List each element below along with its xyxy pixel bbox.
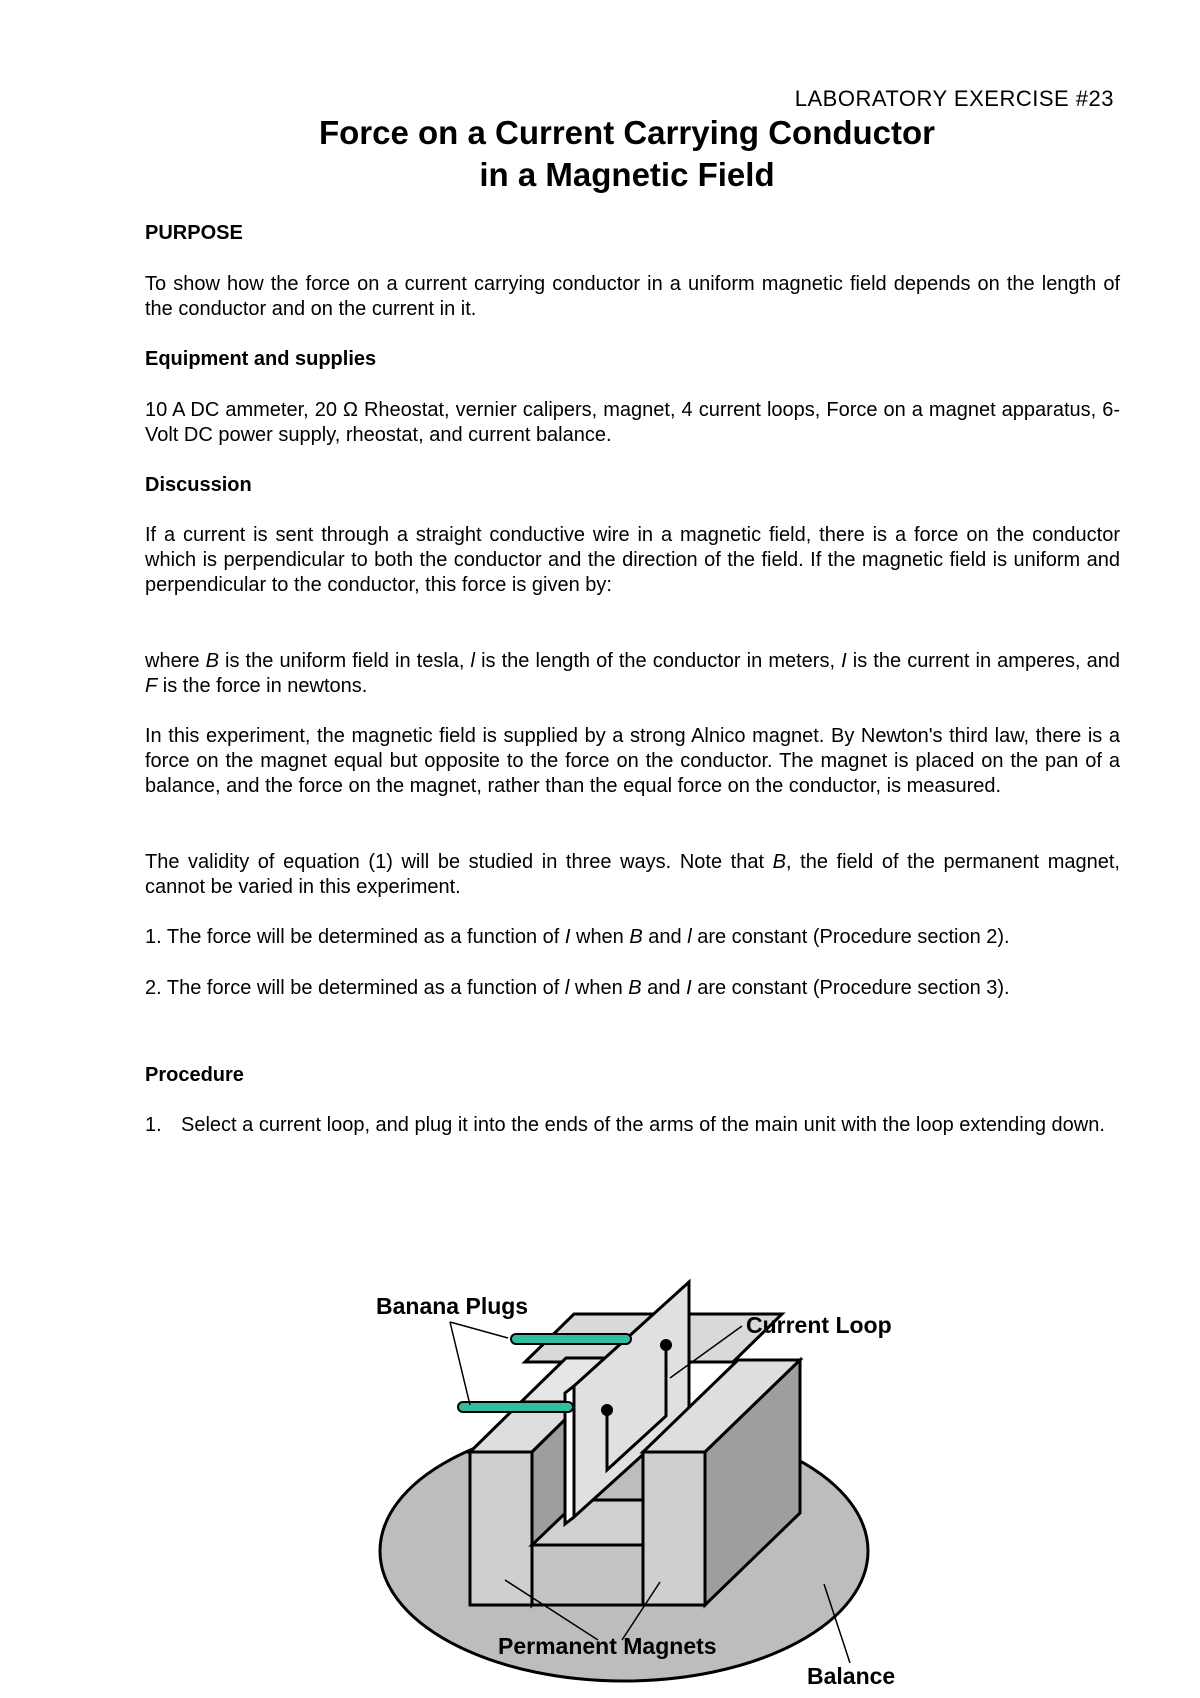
left-magnet-front [470, 1452, 532, 1605]
leader-banana-1 [450, 1322, 508, 1338]
exercise-number: LABORATORY EXERCISE #23 [794, 86, 1114, 111]
equipment-text: 10 A DC ammeter, 20 Ω Rheostat, vernier calipers, magnet, 4 current loops, Force on a magnet apparatus, 6-Volt DC power supply, rheostat, and current balance. [145, 399, 1120, 446]
equipment-heading: Equipment and supplies [145, 348, 377, 370]
page-title-line1: Force on a Current Carrying Conductor [318, 114, 936, 151]
label-balance: Balance [807, 1663, 896, 1689]
leader-banana-2 [450, 1322, 470, 1405]
discussion-item-1: 1. The force will be determined as a function of I when B and l are constant (Procedure section 2). [145, 926, 1010, 948]
purpose-text: To show how the force on a current carrying conductor in a uniform magnetic field depends on the length of the conductor and on the current in it. [145, 273, 1120, 320]
apparatus-figure [370, 1260, 930, 1698]
loop-contact-right [660, 1339, 672, 1351]
banana-plug-lower [458, 1402, 573, 1412]
purpose-heading: PURPOSE [145, 222, 243, 244]
label-permanent-magnets: Permanent Magnets [498, 1633, 717, 1659]
label-banana-plugs: Banana Plugs [376, 1293, 529, 1319]
procedure-heading: Procedure [145, 1064, 244, 1086]
magnet-base-front [532, 1545, 643, 1605]
page-title-line2: in a Magnetic Field [479, 156, 775, 193]
label-current-loop: Current Loop [746, 1312, 892, 1338]
loop-contact-left [601, 1404, 613, 1416]
discussion-paragraph-1: If a current is sent through a straight conductive wire in a magnetic field, there is a force on the conductor which is perpendicular to both the conductor and the direction of the field. If the magnetic field is uniform and perpendicular to the conductor, this force is given by: [145, 524, 1120, 596]
discussion-paragraph-4: The validity of equation (1) will be studied in three ways. Note that B, the field of the permanent magnet, cannot be varied in this experiment. [145, 851, 1120, 898]
discussion-item-2: 2. The force will be determined as a function of l when B and I are constant (Procedure section 3). [145, 977, 1010, 999]
discussion-paragraph-2: where B is the uniform field in tesla, l is the length of the conductor in meters, I is the current in amperes, and F is the force in newtons. [145, 650, 1121, 697]
discussion-paragraph-3: In this experiment, the magnetic field is supplied by a strong Alnico magnet. By Newton's third law, there is a force on the magnet equal but opposite to the force on the conductor. The magnet is placed on the pan of a balance, and the force on the magnet, rather than the equal force on the conductor, is measured. [145, 725, 1120, 797]
procedure-step-1 [145, 1113, 1120, 1138]
right-magnet-front [643, 1452, 705, 1605]
discussion-heading: Discussion [145, 474, 252, 496]
procedure-step-number: 1. [145, 1114, 162, 1136]
procedure-step-text: Select a current loop, and plug it into the ends of the arms of the main unit with the loop extending down. [181, 1114, 1105, 1136]
banana-plug-upper [511, 1334, 631, 1344]
